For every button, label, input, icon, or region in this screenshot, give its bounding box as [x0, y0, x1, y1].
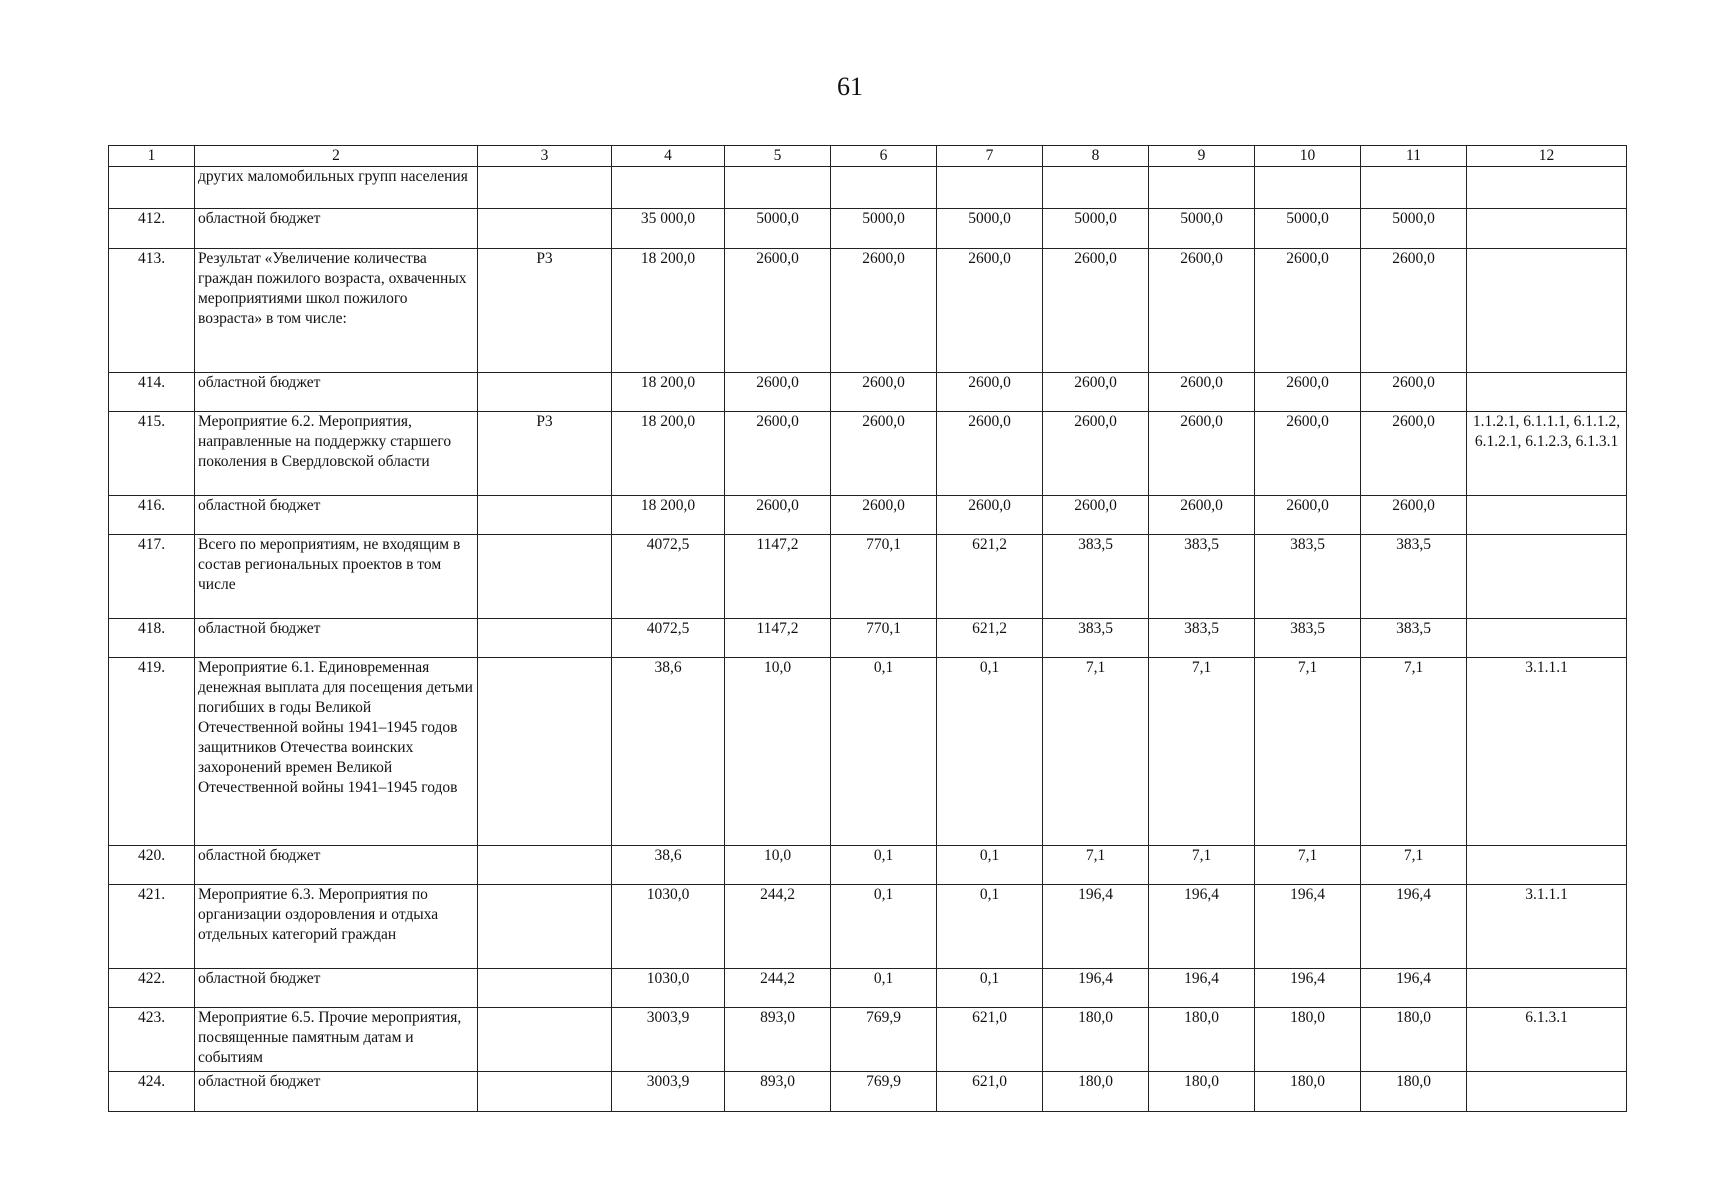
row-number-cell: 412. [109, 209, 195, 249]
value-cell: 2600,0 [1361, 496, 1467, 535]
value-cell: 2600,0 [1255, 373, 1361, 412]
value-cell: 383,5 [1255, 535, 1361, 619]
value-cell [937, 167, 1043, 209]
value-cell [725, 167, 831, 209]
row-name-cell: Мероприятие 6.1. Единовременная денежная выплата для посещения детьми погибших в годы Великой Отечественной войны 1941–1945 годов защитников Отечества воинских захоронений времен Великой Отечественной войны 1941–1945 годов [195, 658, 478, 846]
table-row [109, 412, 1627, 496]
row-code-cell [478, 535, 612, 619]
value-cell: 244,2 [725, 969, 831, 1008]
value-cell: 2600,0 [725, 373, 831, 412]
value-cell: 2600,0 [1149, 249, 1255, 373]
row-number-cell: 416. [109, 496, 195, 535]
table-row [109, 167, 1627, 209]
value-cell: 180,0 [1043, 1008, 1149, 1072]
table-row [109, 1072, 1627, 1112]
value-cell: 180,0 [1043, 1072, 1149, 1112]
value-cell: 196,4 [1149, 969, 1255, 1008]
value-cell: 7,1 [1043, 658, 1149, 846]
value-cell [1149, 167, 1255, 209]
value-cell: 196,4 [1043, 885, 1149, 969]
row-code-cell [478, 373, 612, 412]
value-cell: 180,0 [1255, 1008, 1361, 1072]
value-cell: 2600,0 [725, 249, 831, 373]
value-cell: 2600,0 [831, 412, 937, 496]
value-cell: 10,0 [725, 658, 831, 846]
value-cell: 383,5 [1043, 535, 1149, 619]
value-cell: 4072,5 [612, 535, 725, 619]
row-reference-cell: 6.1.3.1 [1467, 1008, 1627, 1072]
row-name-cell: Мероприятие 6.3. Мероприятия по организации оздоровления и отдыха отдельных категорий граждан [195, 885, 478, 969]
value-cell: 3003,9 [612, 1072, 725, 1112]
row-name-cell: областной бюджет [195, 1072, 478, 1112]
value-cell: 2600,0 [1361, 373, 1467, 412]
table-row [109, 1008, 1627, 1072]
row-number-cell: 424. [109, 1072, 195, 1112]
row-reference-cell [1467, 846, 1627, 885]
column-header: 11 [1361, 146, 1467, 167]
value-cell: 7,1 [1255, 658, 1361, 846]
value-cell: 180,0 [1255, 1072, 1361, 1112]
value-cell: 3003,9 [612, 1008, 725, 1072]
value-cell [1361, 167, 1467, 209]
value-cell: 180,0 [1149, 1072, 1255, 1112]
value-cell: 2600,0 [831, 496, 937, 535]
value-cell: 0,1 [937, 658, 1043, 846]
value-cell: 2600,0 [1043, 373, 1149, 412]
value-cell: 2600,0 [1043, 249, 1149, 373]
table-row [109, 209, 1627, 249]
budget-table [108, 145, 1627, 1112]
value-cell: 770,1 [831, 619, 937, 658]
row-code-cell [478, 209, 612, 249]
row-number-cell: 419. [109, 658, 195, 846]
value-cell: 196,4 [1361, 885, 1467, 969]
value-cell: 383,5 [1361, 619, 1467, 658]
value-cell: 2600,0 [831, 373, 937, 412]
column-header: 4 [612, 146, 725, 167]
value-cell: 621,2 [937, 619, 1043, 658]
value-cell: 621,0 [937, 1008, 1043, 1072]
table-row [109, 846, 1627, 885]
value-cell: 2600,0 [1361, 249, 1467, 373]
value-cell: 5000,0 [725, 209, 831, 249]
value-cell: 0,1 [831, 969, 937, 1008]
row-code-cell [478, 846, 612, 885]
row-number-cell: 422. [109, 969, 195, 1008]
table-row [109, 535, 1627, 619]
value-cell: 2600,0 [937, 412, 1043, 496]
column-header: 10 [1255, 146, 1361, 167]
value-cell: 7,1 [1043, 846, 1149, 885]
row-name-cell: областной бюджет [195, 209, 478, 249]
value-cell: 5000,0 [1255, 209, 1361, 249]
value-cell: 0,1 [937, 885, 1043, 969]
row-reference-cell [1467, 496, 1627, 535]
column-header: 1 [109, 146, 195, 167]
column-header: 6 [831, 146, 937, 167]
value-cell: 2600,0 [937, 496, 1043, 535]
row-name-cell: областной бюджет [195, 969, 478, 1008]
row-code-cell [478, 619, 612, 658]
value-cell: 2600,0 [1361, 412, 1467, 496]
row-name-cell: областной бюджет [195, 619, 478, 658]
row-code-cell [478, 658, 612, 846]
row-name-cell: областной бюджет [195, 373, 478, 412]
value-cell: 5000,0 [1149, 209, 1255, 249]
value-cell [1255, 167, 1361, 209]
value-cell: 383,5 [1043, 619, 1149, 658]
row-reference-cell [1467, 167, 1627, 209]
value-cell: 2600,0 [1255, 412, 1361, 496]
value-cell [831, 167, 937, 209]
page-number: 61 [837, 72, 863, 101]
row-number-cell: 420. [109, 846, 195, 885]
row-reference-cell [1467, 969, 1627, 1008]
column-header-row [109, 146, 1627, 167]
table-row [109, 249, 1627, 373]
column-header: 2 [195, 146, 478, 167]
value-cell: 0,1 [831, 846, 937, 885]
row-number-cell: 414. [109, 373, 195, 412]
value-cell: 38,6 [612, 658, 725, 846]
row-number-cell: 417. [109, 535, 195, 619]
value-cell: 5000,0 [831, 209, 937, 249]
value-cell: 196,4 [1255, 969, 1361, 1008]
value-cell: 1030,0 [612, 969, 725, 1008]
column-header: 8 [1043, 146, 1149, 167]
value-cell: 2600,0 [1149, 496, 1255, 535]
value-cell: 1147,2 [725, 535, 831, 619]
value-cell [1043, 167, 1149, 209]
row-reference-cell [1467, 373, 1627, 412]
value-cell: 0,1 [831, 658, 937, 846]
value-cell: 196,4 [1361, 969, 1467, 1008]
column-header: 3 [478, 146, 612, 167]
row-name-cell: других маломобильных групп населения [195, 167, 478, 209]
value-cell: 18 200,0 [612, 373, 725, 412]
value-cell [612, 167, 725, 209]
value-cell: 196,4 [1255, 885, 1361, 969]
value-cell: 5000,0 [1361, 209, 1467, 249]
value-cell: 770,1 [831, 535, 937, 619]
value-cell: 2600,0 [831, 249, 937, 373]
row-reference-cell [1467, 1072, 1627, 1112]
table-row [109, 885, 1627, 969]
value-cell: 5000,0 [1043, 209, 1149, 249]
value-cell: 244,2 [725, 885, 831, 969]
column-header: 5 [725, 146, 831, 167]
value-cell: 7,1 [1361, 846, 1467, 885]
value-cell: 2600,0 [937, 249, 1043, 373]
row-number-cell: 418. [109, 619, 195, 658]
value-cell: 196,4 [1043, 969, 1149, 1008]
column-header: 9 [1149, 146, 1255, 167]
value-cell: 383,5 [1361, 535, 1467, 619]
value-cell: 383,5 [1149, 535, 1255, 619]
value-cell: 0,1 [937, 846, 1043, 885]
value-cell: 2600,0 [1255, 249, 1361, 373]
value-cell: 0,1 [831, 885, 937, 969]
value-cell: 180,0 [1361, 1072, 1467, 1112]
row-reference-cell: 3.1.1.1 [1467, 885, 1627, 969]
row-name-cell: Результат «Увеличение количества граждан пожилого возраста, охваченных мероприятиями школ пожилого возраста» в том числе: [195, 249, 478, 373]
value-cell: 180,0 [1361, 1008, 1467, 1072]
row-code-cell [478, 1072, 612, 1112]
value-cell: 4072,5 [612, 619, 725, 658]
value-cell: 1147,2 [725, 619, 831, 658]
value-cell: 18 200,0 [612, 496, 725, 535]
row-number-cell: 421. [109, 885, 195, 969]
value-cell: 10,0 [725, 846, 831, 885]
row-code-cell [478, 1008, 612, 1072]
value-cell: 35 000,0 [612, 209, 725, 249]
table-row [109, 496, 1627, 535]
row-reference-cell [1467, 619, 1627, 658]
row-name-cell: Мероприятие 6.2. Мероприятия, направленные на поддержку старшего поколения в Свердловской области [195, 412, 478, 496]
table-row [109, 969, 1627, 1008]
value-cell: 2600,0 [1149, 412, 1255, 496]
value-cell: 893,0 [725, 1008, 831, 1072]
row-name-cell: Мероприятие 6.5. Прочие мероприятия, посвященные памятным датам и событиям [195, 1008, 478, 1072]
row-number-cell [109, 167, 195, 209]
value-cell: 893,0 [725, 1072, 831, 1112]
value-cell: 621,0 [937, 1072, 1043, 1112]
row-code-cell [478, 496, 612, 535]
row-reference-cell [1467, 209, 1627, 249]
row-name-cell: Всего по мероприятиям, не входящим в состав региональных проектов в том числе [195, 535, 478, 619]
row-number-cell: 413. [109, 249, 195, 373]
row-reference-cell [1467, 249, 1627, 373]
value-cell: 2600,0 [1255, 496, 1361, 535]
row-number-cell: 415. [109, 412, 195, 496]
row-name-cell: областной бюджет [195, 496, 478, 535]
value-cell: 7,1 [1149, 846, 1255, 885]
value-cell: 621,2 [937, 535, 1043, 619]
value-cell: 2600,0 [1043, 412, 1149, 496]
table-row [109, 373, 1627, 412]
value-cell: 196,4 [1149, 885, 1255, 969]
value-cell: 383,5 [1255, 619, 1361, 658]
row-code-cell [478, 885, 612, 969]
value-cell: 7,1 [1255, 846, 1361, 885]
row-reference-cell: 1.1.2.1, 6.1.1.1, 6.1.1.2, 6.1.2.1, 6.1.2.3, 6.1.3.1 [1467, 412, 1627, 496]
value-cell: 2600,0 [1043, 496, 1149, 535]
table-row [109, 658, 1627, 846]
value-cell: 180,0 [1149, 1008, 1255, 1072]
value-cell: 38,6 [612, 846, 725, 885]
value-cell: 1030,0 [612, 885, 725, 969]
value-cell: 18 200,0 [612, 249, 725, 373]
value-cell: 769,9 [831, 1072, 937, 1112]
value-cell: 769,9 [831, 1008, 937, 1072]
value-cell: 7,1 [1149, 658, 1255, 846]
row-reference-cell: 3.1.1.1 [1467, 658, 1627, 846]
value-cell: 0,1 [937, 969, 1043, 1008]
row-code-cell [478, 969, 612, 1008]
row-reference-cell [1467, 535, 1627, 619]
row-name-cell: областной бюджет [195, 846, 478, 885]
table-row [109, 619, 1627, 658]
value-cell: 7,1 [1361, 658, 1467, 846]
value-cell: 2600,0 [1149, 373, 1255, 412]
column-header: 12 [1467, 146, 1627, 167]
value-cell: 18 200,0 [612, 412, 725, 496]
value-cell: 2600,0 [937, 373, 1043, 412]
column-header: 7 [937, 146, 1043, 167]
row-code-cell: Р3 [478, 249, 612, 373]
row-number-cell: 423. [109, 1008, 195, 1072]
row-code-cell [478, 167, 612, 209]
value-cell: 2600,0 [725, 412, 831, 496]
row-code-cell: Р3 [478, 412, 612, 496]
value-cell: 2600,0 [725, 496, 831, 535]
value-cell: 5000,0 [937, 209, 1043, 249]
value-cell: 383,5 [1149, 619, 1255, 658]
